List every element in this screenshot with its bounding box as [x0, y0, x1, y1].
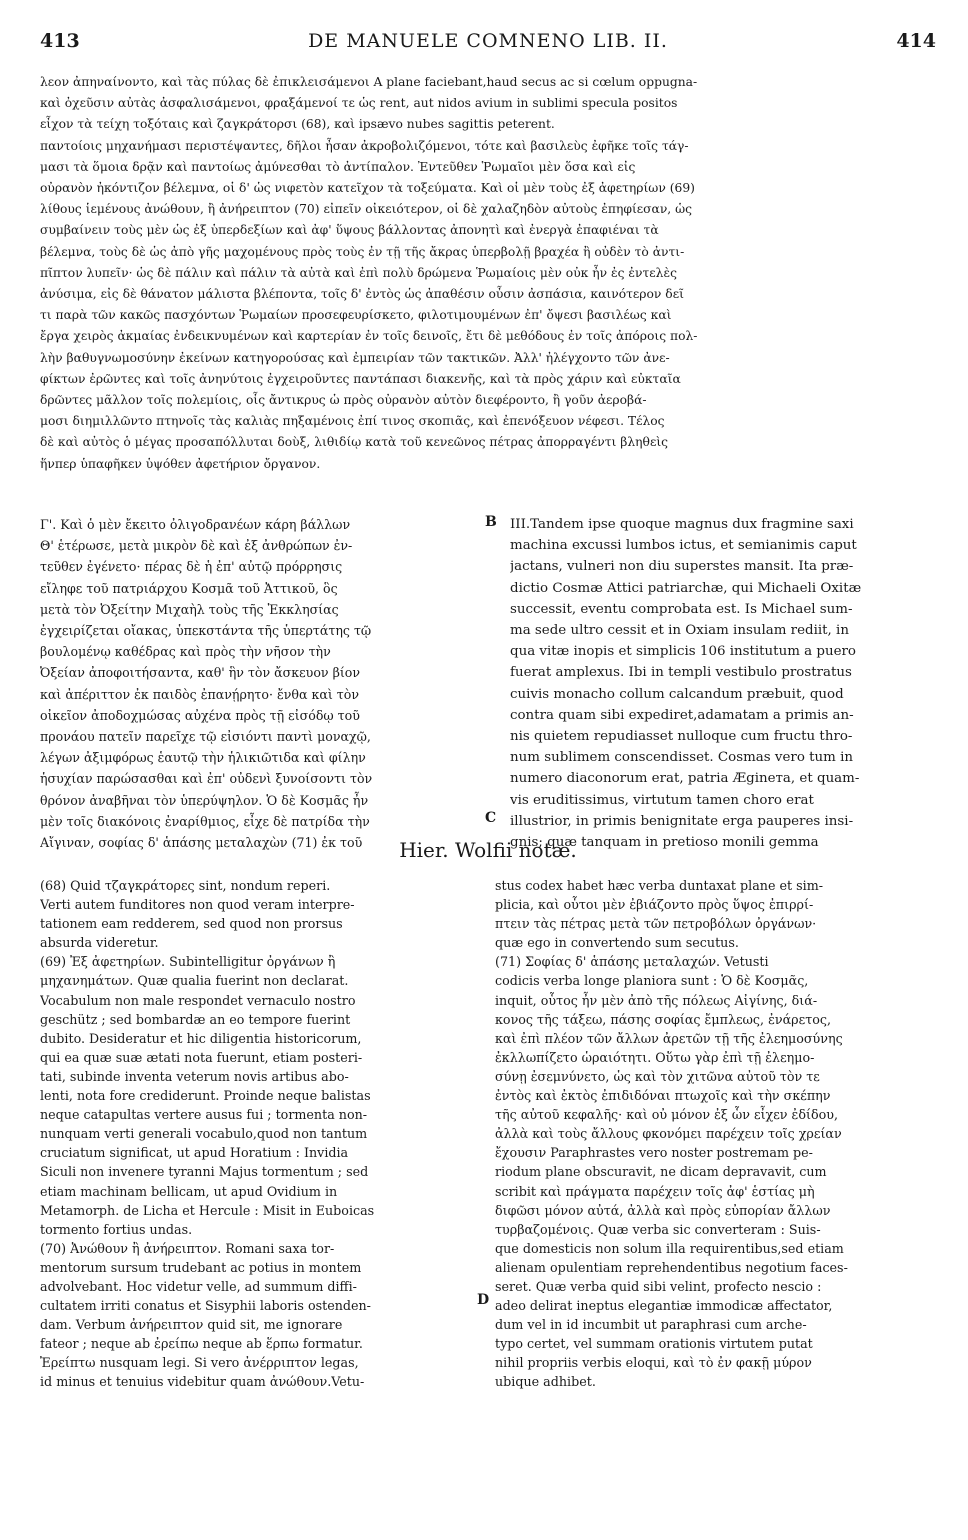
- notes-right-column: [495, 876, 936, 1392]
- text-line: λίθους ἱεμένους ἀνώθουν, ἢ ἀνήρειπτον (70) εἰπεῖν οἰκειότερον, οἱ δὲ χαλαζηδὸν αὐτοὺς ἐπηφίεσαν, ὡς: [40, 202, 693, 217]
- note-line: tormento fortius undas.: [40, 1221, 193, 1237]
- note-line: ἀλλὰ καὶ τοὺς ἄλλους φκονόμει παρέχειν τοῖς χρείαν: [495, 1126, 842, 1142]
- greek-line: προνάου πατεῖν παρεῖχε τῷ εἰσιόντι παντὶ μοναχῷ,: [40, 729, 371, 745]
- notes-section-title: Hier. Wolfii notæ.: [399, 838, 577, 862]
- greek-line: τεῦθεν ἐγένετο· πέρας δὲ ἡ ἐπ' αὐτῷ πρόρρησις: [40, 559, 343, 575]
- text-line: μοσι διημιλλῶντο πτηνοῖς τὰς καλιὰς πηξαμένοις ἐπί τινος σκοπιᾶς, καὶ ἐπενόξευον νέφεσι. Τέλος: [40, 414, 665, 429]
- note-line: dum vel in id incumbit ut paraphrasi cum arche-: [495, 1317, 807, 1333]
- note-line: fateor ; neque ab ἐρείπω neque ab ἕρπω formatur.: [40, 1336, 363, 1352]
- latin-line: gnis; quæ tanquam in pretioso monili gemma: [510, 835, 819, 851]
- note-line: κονος τῆς τάξεω, πάσης σοφίας ἔμπλεως, ἐνάρετος,: [495, 1011, 831, 1027]
- note-line: διφῶσι μόνον αὐτά, ἀλλὰ καὶ πρὸς εὐπορίαν ἄλλων: [495, 1202, 831, 1218]
- greek-line: λέγων ἀξιμφόρως ἑαυτῷ τὴν ἡλικιῶτιδα καὶ φίλην: [40, 750, 366, 766]
- text-line: δὲ καὶ αὐτὸς ὁ μέγας προσαπόλλυται δοὺξ, λιθιδίῳ κατὰ τοῦ κενεῶνος πέτρας ἀπορραγέντι βληθεὶς: [40, 435, 669, 450]
- note-line: nunquam verti generali vocabulo,quod non tantum: [40, 1126, 368, 1142]
- greek-line: μὲν τοῖς διακόνοις ἐναρίθμιος, εἶχε δὲ πατρίδα τὴν: [40, 813, 370, 829]
- note-line: πτειν τὰς πέτρας μετὰ τῶν πετροβόλων ὀργάνων·: [495, 916, 817, 932]
- text-line: φίκτων ἐρῶντες καὶ τοῖς ἀνηνύτοις ἐγχειροῦντες παντάπασι διακενῆς, καὶ τὰ πρὸς χάριν καὶ εὐκταῖα: [40, 371, 681, 386]
- text-line: οὐρανὸν ἠκόντιζον βέλεμνα, οἱ δ' ὡς νιφετὸν κατεῖχον τὰ τοξεύματα. Καὶ οἱ μὲν τοὺς ἐξ ἀφετηρίων (69): [40, 181, 695, 196]
- note-line: mentorum sursum trudebant ac potius in montem: [40, 1259, 362, 1275]
- note-line: alienam opulentiam reprehendentibus negotium faces-: [495, 1259, 848, 1275]
- text-line: δρῶντες μᾶλλον τοῖς πολεμίοις, οἷς ἄντικρυς ὡ πρὸς οὐρανὸν αὐτὸν διεφέροντο, ἢ γοῦν ἀεροβά-: [40, 393, 647, 408]
- note-line: Vocabulum non male respondet vernaculo nostro: [40, 992, 356, 1008]
- note-line: cruciatum significat, ut apud Horatium : Invidia: [40, 1145, 349, 1161]
- note-line: ubique adhibet.: [495, 1374, 596, 1390]
- note-line: (69) Ἐξ ἀφετηρίων. Subintelligitur ὀργάνων ἢ: [40, 954, 336, 970]
- margin-marker-d: D: [477, 1292, 490, 1308]
- greek-line: εἴληφε τοῦ πατριάρχου Κοσμᾶ τοῦ Ἀττικοῦ, ὃς: [40, 580, 338, 596]
- latin-line: cuivis monacho collum calcandum præbuit, quod: [510, 686, 844, 702]
- latin-line: nis quietem repudiasset nulloque cum fructu thro-: [510, 729, 853, 745]
- note-line: τυρβαζομένοις. Quæ verba sic converteram : Suis-: [495, 1221, 821, 1237]
- latin-line: vis eruditissimus, virtutum tamen choro erat: [510, 792, 814, 808]
- note-line: neque catapultas vertere ausus fui ; tormenta non-: [40, 1107, 368, 1123]
- note-line: nihil propriis verbis eloqui, καὶ τὸ ἐν φακῇ μύρον: [495, 1355, 812, 1371]
- note-line: (68) Quid τζαγκράτορες sint, nondum reperi.: [40, 878, 331, 893]
- text-line: πῖπτον λυπεῖν· ὡς δὲ πάλιν καὶ πάλιν τὰ αὐτὰ καὶ ἐπὶ πολὺ δρώμενα Ῥωμαίοις μὲν οὐκ ἦν ἐς ἐντελὲς: [40, 265, 677, 280]
- margin-marker-b: B: [485, 514, 497, 530]
- latin-line: successit, eventu comprobata est. Is Michael sum-: [510, 601, 853, 617]
- note-line: σύνῃ ἐσεμνύνετο, ὡς καὶ τὸν χιτῶνα αὐτοῦ τὸν τε: [495, 1068, 820, 1084]
- note-line: riodum plane obscuravit, ne dicam depravavit, cum: [495, 1164, 827, 1180]
- greek-line: βουλομένῳ καθέδρας καὶ πρὸς τὴν νῆσον τὴν: [40, 644, 331, 660]
- note-line: adeo delirat ineptus elegantiæ immodicæ affectator,: [495, 1298, 833, 1314]
- text-line: τι παρὰ τῶν κακῶς πασχόντων Ῥωμαίων προσεφευρίσκετο, φιλοτιμουμένων ἐπ' ὄψεσι βασιλέως καὶ: [40, 308, 672, 323]
- note-line: inquit, οὗτος ἦν μὲν ἀπὸ τῆς πόλεως Αἰγίνης, διά-: [495, 992, 818, 1008]
- note-line: lenti, nota fore crediderunt. Proinde neque balistas: [40, 1088, 371, 1104]
- note-line: typo certet, vel summam orationis virtutem putat: [495, 1336, 813, 1352]
- text-line: βέλεμνα, τοὺς δὲ ὡς ἀπὸ γῆς μαχομένους πρὸς τοὺς ἐν τῇ τῆς ἄκρας ὑπερβολῇ βραχέα ἢ οὐδὲν τὸ ἀντι-: [40, 244, 685, 259]
- note-line: etiam machinam bellicam, ut apud Ovidium in: [40, 1183, 338, 1199]
- note-line: qui ea quæ suæ ætati nota fuerunt, etiam posteri-: [40, 1049, 363, 1065]
- note-line: seret. Quæ verba quid sibi velint, profecto nescio :: [495, 1278, 822, 1294]
- note-line: ἐντὸς καὶ ἐκτὸς ἐπιδιδόναι πτωχοῖς καὶ τὴν σκέπην: [495, 1088, 831, 1104]
- greek-line: Αἴγιναν, σοφίας δ' ἁπάσης μεταλαχὼν (71) ἐκ τοῦ: [40, 835, 363, 851]
- latin-line: fuerat amplexus. Ibi in templi vestibulo prostratus: [510, 665, 852, 681]
- note-line: (71) Σοφίας δ' ἁπάσης μεταλαχών. Vetusti: [495, 954, 769, 970]
- greek-line: μετὰ τὸν Ὀξείτην Μιχαὴλ τοὺς τῆς Ἐκκλησίας: [40, 601, 339, 617]
- note-line: tati, subinde inventa veterum novis artibus abo-: [40, 1068, 349, 1084]
- latin-line: dictio Cosmæ Attici patriarchæ, qui Michaeli Oxitæ: [510, 580, 862, 596]
- greek-line: καὶ ἀπέριττον ἐκ παιδὸς ἐπανῄρητο· ἔνθα καὶ τὸν: [40, 686, 359, 702]
- latin-text-column: [510, 514, 936, 853]
- note-line: dam. Verbum ἀνήρειπτον quid sit, me ignorare: [40, 1317, 343, 1333]
- note-line: μηχανημάτων. Quæ qualia fuerint non declarat.: [40, 973, 349, 989]
- note-line: tationem eam redderem, sed quod non prorsus: [40, 916, 343, 932]
- greek-line: ἡσυχίαν παρώσασθαι καὶ ἐπ' οὐδενὶ ξυνοίσοντι τὸν: [40, 771, 373, 787]
- greek-line: Ὀξείαν ἀποφοιτήσαντα, καθ' ἣν τὸν ἄσκευον βίον: [40, 665, 361, 681]
- text-line: καὶ ὀχεῦσιν αὐτὰς ἀσφαλισάμενοι, φραξάμενοί τε ὡς rent, aut nidos avium in sublimi specula positos: [40, 96, 678, 111]
- note-line: (70) Ἀνώθουν ἢ ἀνήρειπτον. Romani saxa tor-: [40, 1240, 335, 1256]
- greek-line: θρόνον ἀναβῆναι τὸν ὑπερύψηλον. Ὁ δὲ Κοσμᾶς ἦν: [40, 792, 369, 808]
- note-line: que domesticis non solum illa requirentibus,sed etiam: [495, 1240, 844, 1256]
- margin-marker-c: C: [485, 810, 497, 826]
- latin-line: num sublimem conscendisset. Cosmas vero tum in: [510, 750, 853, 766]
- note-line: Siculi non invenere tyranni Majus tormentum ; sed: [40, 1164, 369, 1180]
- greek-line: Γ'. Καὶ ὁ μὲν ἔκειτο ὀλιγοδρανέων κάρη βάλλων: [40, 517, 351, 532]
- page-number-left: 413: [40, 30, 80, 52]
- note-line: τῆς αὐτοῦ κεφαλῆς· καὶ οὐ μόνον ἐξ ὧν εἶχεν ἐδίδου,: [495, 1107, 839, 1123]
- text-line: μασι τὰ ὅμοια δρᾷν καὶ παντοίως ἀμύνεσθαι τὸ ἀντίπαλον. Ἐντεῦθεν Ῥωμαῖοι μὲν ὅσα καὶ εἰς: [40, 159, 636, 174]
- note-line: Verti autem funditores non quod veram interpre-: [40, 897, 355, 913]
- note-line: cultatem irriti conatus et Sisyphii laboris ostenden-: [40, 1298, 371, 1314]
- greek-text-column: [40, 514, 480, 853]
- latin-line: numero diaconorum erat, patria Æginета, et quam-: [510, 771, 860, 787]
- note-line: scribit καὶ πράγματα παρέχειν τοῖς ἀφ' ἑστίας μὴ: [495, 1183, 815, 1199]
- text-line: λεον ἀπηναίνοντο, καὶ τὰς πύλας δὲ ἐπικλεισάμενοι A plane faciebant,haud secus ac si cœlum oppugna-: [40, 75, 698, 89]
- note-line: Metamorph. de Licha et Hercule : Misit in Euboicas: [40, 1202, 375, 1218]
- note-line: ἔχουσιν Paraphrastes vero noster postremam pe-: [495, 1145, 813, 1161]
- text-line: λὴν βαθυγνωμοσύνην ἐκείνων κατηγορούσας καὶ ἐμπειρίαν τῶν τακτικῶν. Ἀλλ' ἠλέγχοντο τῶν ἀνε-: [40, 350, 670, 365]
- note-line: id minus et tenuius videbitur quam ἀνώθουν.Vetu-: [40, 1374, 365, 1390]
- text-line: εἶχον τὰ τείχη τοξόταις καὶ ζαγκράτορσι (68), καὶ ipsævo nubes sagittis peterent.: [40, 117, 555, 132]
- latin-line: III.Tandem ipse quoque magnus dux fragmine saxi: [510, 517, 854, 532]
- text-line: παντοίοις μηχανήμασι περιστέψαντες, δῆλοι ἦσαν ἀκροβολιζόμενοι, τότε καὶ βασιλεὺς ἐφῆκε τοῖς τάγ-: [40, 138, 689, 153]
- note-line: Ἐρείπτω nusquam legi. Si vero ἀνέρριπτον legas,: [40, 1355, 359, 1371]
- running-title: DE MANUELE COMNENO LIB. II.: [308, 30, 668, 52]
- note-line: dubito. Desideratur et hic diligentia historicorum,: [40, 1030, 362, 1046]
- latin-line: contra quam sibi expediret,adamatam a primis an-: [510, 707, 854, 723]
- note-line: καὶ ἐπὶ πλέον τῶν ἄλλων ἀρετῶν τῇ τῆς ἐλεημοσύνης: [495, 1030, 843, 1046]
- page-header: [40, 30, 936, 64]
- latin-line: jactans, vulneri non diu superstes mansit. Ita præ-: [510, 559, 854, 575]
- latin-line: machina excussi lumbos ictus, et semianimis caput: [510, 538, 857, 554]
- note-line: advolvebant. Hoc videtur velle, ad summum diffi-: [40, 1278, 357, 1294]
- top-text-block: [40, 72, 936, 475]
- latin-line: qua vitæ inopis et simplicis 106 institutum a puero: [510, 644, 856, 660]
- greek-line: οἰκεῖον ἀποδοχμώσας αὐχένα πρὸς τῇ εἰσόδῳ τοῦ: [40, 707, 360, 723]
- note-line: geschütz ; sed bombardæ an eo tempore fuerint: [40, 1011, 351, 1027]
- greek-line: ἐγχειρίζεται οἴακας, ὑπεκστάντα τῆς ὑπερτάτης τῷ: [40, 623, 372, 639]
- text-line: συμβαίνειν τοὺς μὲν ὡς ἐξ ὑπερδεξίων καὶ ἀφ' ὕψους βάλλοντας ἀπονητὶ καὶ ἐνεργὰ ἐπαφιέναι τὰ: [40, 223, 659, 238]
- text-line: ἔργα χειρὸς ἀκμαίας ἐνδεικνυμένων καὶ καρτερίαν ἐν τοῖς δεινοῖς, ἔτι δὲ μεθόδους ἐν τοῖς ἀπόροις πολ-: [40, 329, 698, 344]
- text-line: ἀνύσιμα, εἰς δὲ θάνατον μάλιστα βλέποντα, τοῖς δ' ἐντὸς ὡς ἀπαθέσιν οὖσιν ἀσπάσια, καινότερον δεῖ: [40, 287, 684, 302]
- note-line: codicis verba longe planiora sunt : Ὁ δὲ Κοσμᾶς,: [495, 973, 809, 989]
- note-line: ἐκλλωπίζετο ὡραιότητι. Οὕτω γὰρ ἐπὶ τῇ ἐλεημο-: [495, 1049, 815, 1065]
- notes-left-column: [40, 876, 470, 1392]
- note-line: stus codex habet hæc verba duntaxat plane et sim-: [495, 878, 824, 893]
- note-line: absurda videretur.: [40, 935, 159, 951]
- page: [40, 0, 936, 1540]
- latin-line: ma sede ultro cessit et in Oxiam insulam rediit, in: [510, 623, 849, 639]
- latin-line: illustrior, in primis benignitate erga pauperes insi-: [510, 813, 854, 829]
- note-line: plicia, καὶ οὗτοι μὲν ἐβιάζοντο πρὸς ὕψος ἐπιρρί-: [495, 897, 814, 913]
- note-line: quæ ego in convertendo sum secutus.: [495, 935, 739, 951]
- text-line: ἥνπερ ὑπαφῆκεν ὑψόθεν ἀφετήριον ὄργανον.: [40, 456, 321, 471]
- page-number-right: 414: [896, 30, 936, 52]
- greek-line: Θ' ἑτέρωσε, μετὰ μικρὸν δὲ καὶ ἐξ ἀνθρώπων ἐν-: [40, 538, 353, 554]
